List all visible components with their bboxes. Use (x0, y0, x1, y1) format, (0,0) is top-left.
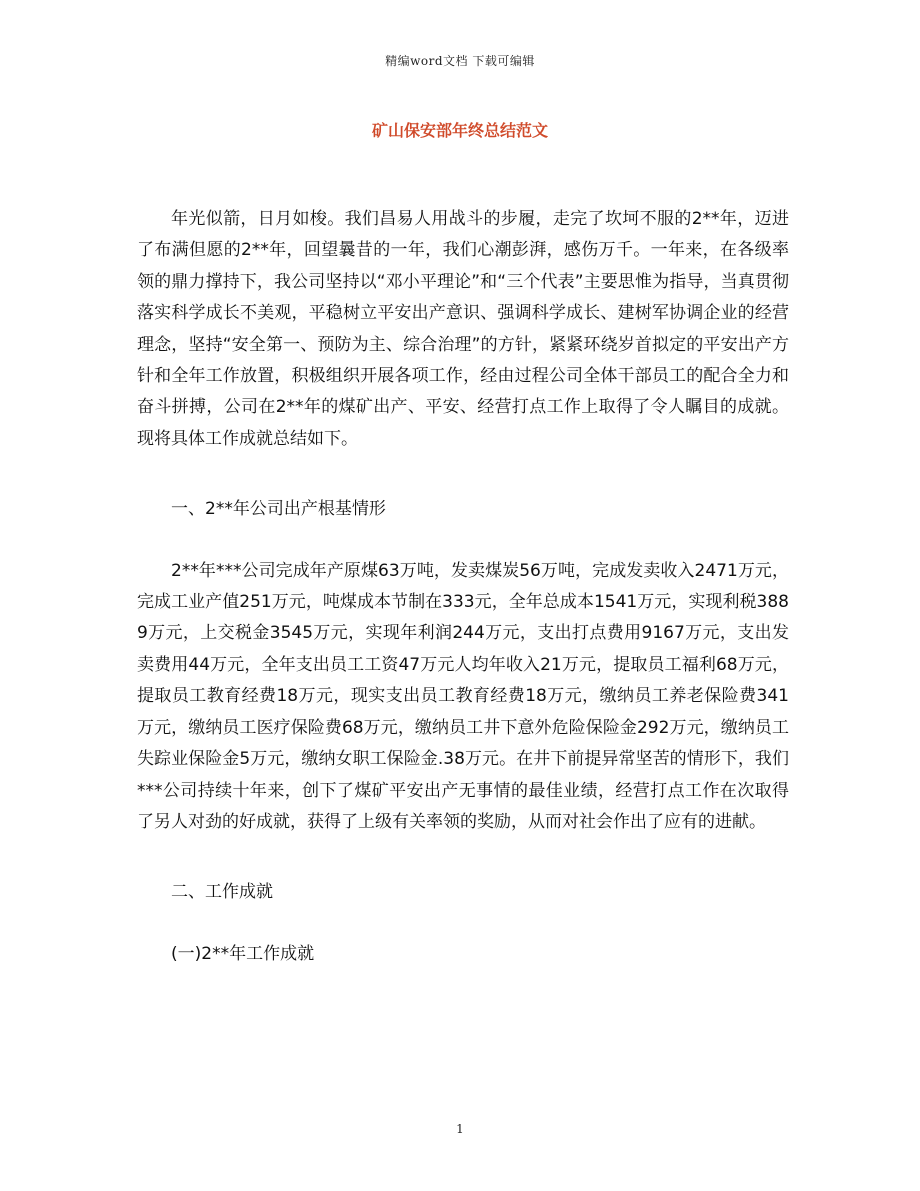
spacer (137, 838, 789, 877)
spacer (137, 455, 789, 494)
page-header: 精编word文档 下载可编辑 (385, 54, 535, 68)
section-heading-2: 二、工作成就 (171, 882, 273, 903)
subsection-heading-1: (一)2**年工作成就 (171, 943, 315, 964)
document-body (137, 204, 789, 970)
intro-paragraph: 年光似箭，日月如梭。我们昌易人用战斗的步履，走完了坎坷不服的2**年，迈进了布满但愿的2**年，回望曩昔的一年，我们心潮彭湃，感伤万千。一年来，在各级率领的鼎力撑持下，我公司坚持以“邓小平理论”和“三个代表”主要思惟为指导，当真贯彻落实科学成长不美观，平稳树立平安出产意识、强调科学成长、建树军协调企业的经营理念，坚持“安全第一、预防为主、综合治理”的方针，紧紧环绕岁首拟定的平安出产方针和全年工作放置，积极组织开展各项工作，经由过程公司全体干部员工的配合全力和奋斗拼搏，公司在2**年的煤矿出产、平安、经营打点工作上取得了令人瞩目的成就。现将具体工作成就总结如下。 (137, 209, 789, 449)
spacer (137, 526, 789, 556)
document-title: 矿山保安部年终总结范文 (371, 121, 548, 140)
section-heading-1: 一、2**年公司出产根基情形 (171, 499, 386, 520)
page-number: 1 (456, 1122, 464, 1136)
spacer (137, 909, 789, 939)
section-1-paragraph: 2**年***公司完成年产原煤63万吨，发卖煤炭56万吨，完成发卖收入2471万元，完成工业产值251万元，吨煤成本节制在333元，全年总成本1541万元，实现利税3889万元，上交税金3545万元，实现年利润244万元，支出打点费用9167万元，支出发卖费用44万元，全年支出员工工资47万元人均年收入21万元，提取员工福利68万元，提取员工教育经费18万元，现实支出员工教育经费18万元，缴纳员工养老保险费341万元，缴纳员工医疗保险费68万元，缴纳员工井下意外危险保险金292万元，缴纳员工失踪业保险金5万元，缴纳女职工保险金.38万元。在井下前提异常坚苦的情形下，我们***公司持续十年来，创下了煤矿平安出产无事情的最佳业绩，经营打点工作在次取得了另人对劲的好成就，获得了上级有关率领的奖励，从而对社会作出了应有的进献。 (137, 560, 789, 832)
